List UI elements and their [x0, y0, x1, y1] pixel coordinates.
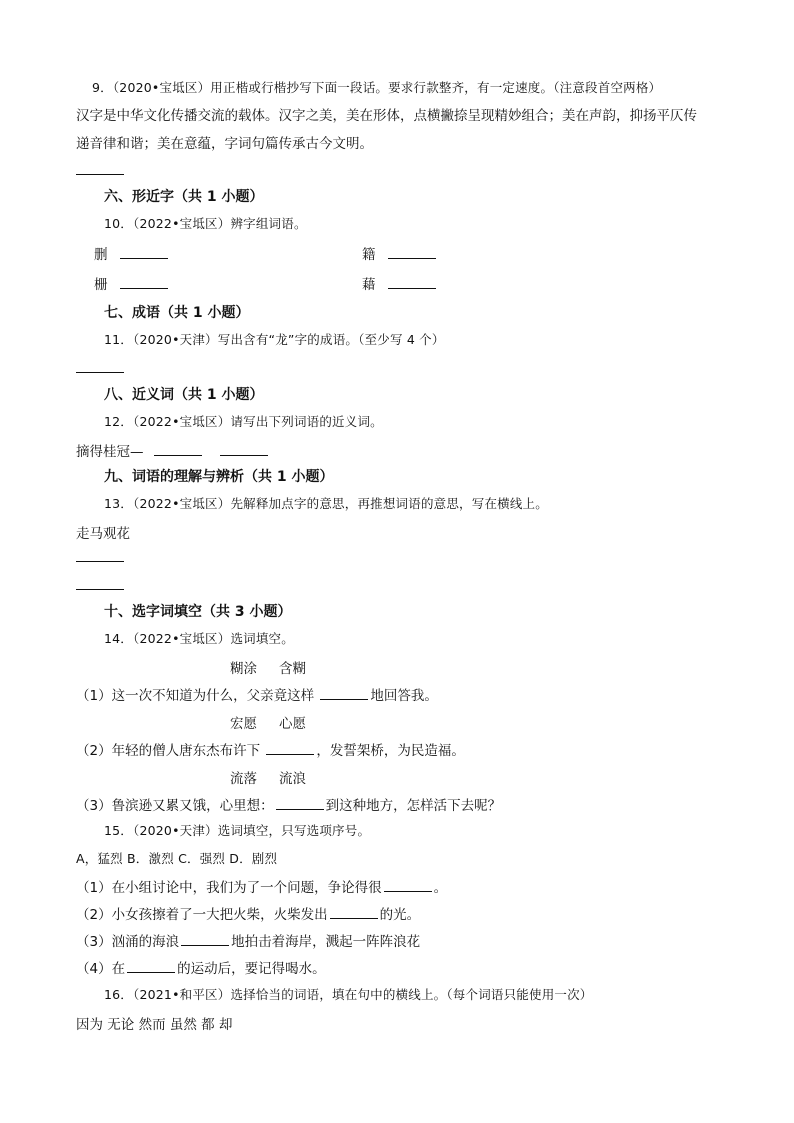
- q14-sentence-1: [76, 684, 438, 704]
- q10-item-2: [362, 243, 438, 263]
- q13-heading: 13．（2022•宝坻区）先解释加点字的意思，再推想词语的意思，写在横线上。: [104, 496, 548, 511]
- q15-blank-2[interactable]: [330, 906, 378, 919]
- q14-options-1: [230, 657, 328, 677]
- q14-blank-2[interactable]: [266, 742, 314, 755]
- q15-item-2: [76, 903, 420, 923]
- q14-option: 糊涂: [230, 661, 257, 677]
- q14-option: 心愿: [279, 716, 306, 732]
- q10-char: 栅: [94, 277, 108, 293]
- q15-item-pre: （1）在小组讨论中，我们为了一个问题，争论得很: [76, 880, 382, 896]
- q14-sentence-pre: （2）年轻的僧人唐东杰布许下: [76, 743, 265, 759]
- q9-answer-blank[interactable]: [76, 174, 124, 175]
- q12-blank-1[interactable]: [154, 443, 202, 456]
- q11-heading: 11．（2020•天津）写出含有“龙”字的成语。（至少写 4 个）: [104, 332, 445, 347]
- section-7-heading: 七、成语（共 1 小题）: [104, 305, 250, 321]
- q10-char: 藉: [362, 277, 376, 293]
- q13-word: 走马观花: [76, 526, 130, 542]
- q9-heading: 9．（2020•宝坻区）用正楷或行楷抄写下面一段话。要求行款整齐，有一定速度。（注意段首空两格）: [92, 80, 662, 95]
- q15-heading: 15．（2020•天津）选词填空，只写选项序号。: [104, 823, 371, 838]
- q15-blank-4[interactable]: [127, 960, 175, 973]
- q10-blank[interactable]: [388, 246, 436, 259]
- q15-options: A，猛烈 B．激烈 C．强烈 D．剧烈: [76, 851, 278, 866]
- q12-blank-2[interactable]: [220, 443, 268, 456]
- q14-options-3: [230, 767, 328, 787]
- q14-sentence-post: 地回答我。: [370, 688, 438, 704]
- q14-sentence-post: ，发誓架桥，为民造福。: [316, 743, 465, 759]
- q13-answer-blank-1[interactable]: [76, 561, 124, 562]
- q15-item-post: 的光。: [379, 907, 421, 923]
- q11-answer-blank[interactable]: [76, 372, 124, 373]
- q13-answer-blank-2[interactable]: [76, 589, 124, 590]
- q10-item-3: [94, 273, 170, 293]
- q10-blank[interactable]: [120, 276, 168, 289]
- q15-item-post: 的运动后，要记得喝水。: [177, 961, 326, 977]
- q10-item-4: [362, 273, 438, 293]
- q14-heading: 14．（2022•宝坻区）选词填空。: [104, 631, 294, 646]
- q15-item-1: [76, 876, 447, 896]
- section-8-heading: 八、近义词（共 1 小题）: [104, 387, 264, 403]
- q14-sentence-post: 到这种地方，怎样活下去呢？: [325, 798, 502, 814]
- q10-blank[interactable]: [120, 246, 168, 259]
- q14-option: 宏愿: [230, 716, 257, 732]
- q15-item-pre: （3）汹涌的海浪: [76, 934, 180, 950]
- q14-blank-3[interactable]: [276, 797, 324, 810]
- q15-item-pre: （2）小女孩擦着了一大把火柴，火柴发出: [76, 907, 328, 923]
- q15-item-3: [76, 930, 420, 950]
- q14-options-2: [230, 712, 328, 732]
- q15-item-4: [76, 957, 326, 977]
- q14-option: 含糊: [279, 661, 306, 677]
- q12-item: [76, 440, 270, 460]
- q16-word-bank: 因为 无论 然而 虽然 都 却: [76, 1017, 233, 1033]
- q14-option: 流落: [230, 771, 257, 787]
- q12-word: 摘得桂冠—: [76, 444, 144, 460]
- q14-sentence-2: [76, 739, 465, 759]
- q10-char: 籍: [362, 247, 376, 263]
- q15-blank-1[interactable]: [384, 879, 432, 892]
- q10-blank[interactable]: [388, 276, 436, 289]
- q14-blank-1[interactable]: [320, 687, 368, 700]
- q12-heading: 12．（2022•宝坻区）请写出下列词语的近义词。: [104, 414, 383, 429]
- q15-item-post: 地拍击着海岸，溅起一阵阵浪花: [231, 934, 421, 950]
- q9-text-line-3: 递音律和谐；美在意蕴，字词句篇传承古今文明。: [76, 136, 373, 152]
- q15-blank-3[interactable]: [181, 933, 229, 946]
- q10-item-1: [94, 243, 170, 263]
- q10-char: 删: [94, 247, 108, 263]
- q16-heading: 16．（2021•和平区）选择恰当的词语，填在句中的横线上。（每个词语只能使用一次）: [104, 987, 593, 1002]
- section-6-heading: 六、形近字（共 1 小题）: [104, 189, 264, 205]
- q14-sentence-pre: （1）这一次不知道为什么，父亲竟这样: [76, 688, 319, 704]
- q15-item-post: 。: [433, 880, 448, 896]
- q14-option: 流浪: [279, 771, 306, 787]
- section-9-heading: 九、词语的理解与辨析（共 1 小题）: [104, 469, 334, 485]
- q14-sentence-3: [76, 794, 501, 814]
- q14-sentence-pre: （3）鲁滨逊又累又饿，心里想：: [76, 798, 274, 814]
- q15-item-pre: （4）在: [76, 961, 126, 977]
- section-10-heading: 十、选字词填空（共 3 小题）: [104, 604, 292, 620]
- q9-text-line-2: 汉字是中华文化传播交流的载体。汉字之美，美在形体，点横撇捺呈现精妙组合；美在声韵，抑扬平仄传: [76, 108, 697, 124]
- q10-heading: 10．（2022•宝坻区）辨字组词语。: [104, 216, 307, 231]
